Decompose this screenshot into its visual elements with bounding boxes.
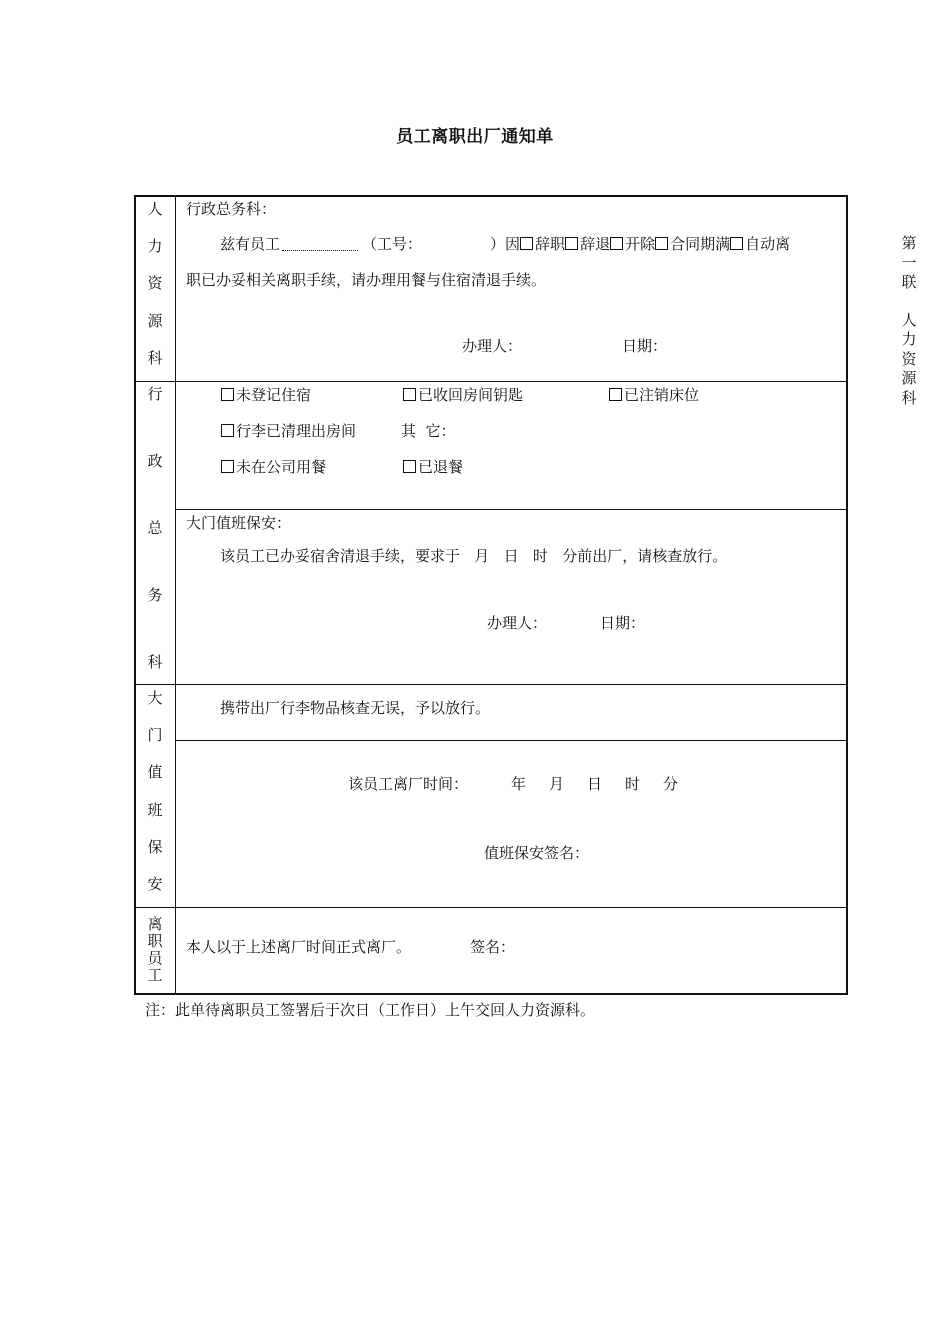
subrow-divider-admin [176,509,847,510]
hr-handler-label: 办理人： [462,337,523,355]
guard-signature-label: 值班保安签名： [484,844,590,862]
check-no-meals [221,460,326,475]
checkbox[interactable] [609,388,622,401]
check-label: 已注销床位 [624,386,700,404]
checkbox[interactable] [403,460,416,473]
side-char: 科 [901,388,917,407]
check-label: 未登记住宿 [236,386,312,404]
label-char: 工 [147,966,163,984]
time-unit-month: 月 [549,775,565,793]
job-number-label: （工号： [362,235,423,253]
label-char: 科 [147,349,163,367]
other-label: 其 它： [401,422,456,440]
reason-checkbox[interactable] [655,237,668,250]
footnote: 注：此单待离职员工签署后于次日（工作日）上午交回人力资源科。 [145,1001,596,1019]
hr-notice-line1 [220,237,790,252]
reason-label: 开除 [625,235,656,253]
time-unit-year: 年 [511,775,527,793]
employee-name-field[interactable] [282,238,358,251]
check-luggage-cleared [221,424,356,439]
row-divider-hr [135,381,847,382]
reason-checkbox[interactable] [610,237,623,250]
check-meals-cancelled [403,460,463,475]
reason-label: 自动离 [745,235,791,253]
label-char: 职 [147,932,163,950]
label-char: 值 [147,763,163,781]
checkbox[interactable] [221,424,234,437]
row-divider-guard [135,907,847,908]
label-char: 人 [147,200,163,218]
label-char: 务 [147,586,163,604]
label-char: 政 [147,452,163,470]
label-char: 大 [147,689,163,707]
employee-statement: 本人以于上述离厂时间正式离厂。 [186,938,412,956]
side-char: 资 [901,349,917,368]
label-char: 源 [147,312,163,330]
hr-notice-line2: 职已办妥相关离职手续，请办理用餐与住宿清退手续。 [186,271,547,289]
label-char: 资 [147,274,163,292]
reason-label: 辞退 [580,235,611,253]
row-divider-admin [135,684,847,685]
side-char: 第 [901,234,917,252]
check-label: 已退餐 [418,458,464,476]
label-char: 行 [147,385,163,403]
side-char: 一 [901,253,917,272]
admin-addressee: 大门值班保安： [186,514,292,532]
check-label: 行李已清理出房间 [236,422,357,440]
label-char: 力 [147,237,163,255]
reason-prefix: ）因 [490,235,521,253]
check-key-returned [403,388,523,403]
side-char [896,293,922,311]
column-divider [175,196,176,994]
checkbox[interactable] [221,460,234,473]
hr-addressee: 行政总务科： [186,200,277,218]
reason-checkbox[interactable] [520,237,533,250]
label-char: 员 [147,949,163,967]
admin-notice: 该员工已办妥宿舍清退手续，要求于 月 日 时 分前出厂，请核查放行。 [220,547,728,565]
label-char: 门 [147,726,163,744]
label-char: 科 [147,653,163,671]
employee-prefix: 兹有员工 [220,235,281,253]
exit-time-label: 该员工离厂时间： [348,775,469,793]
label-char: 保 [147,838,163,856]
subrow-divider-guard [176,740,847,741]
side-char: 源 [901,369,917,387]
admin-handler-label: 办理人： [487,614,548,632]
side-char: 联 [901,273,917,291]
check-label: 未在公司用餐 [236,458,327,476]
side-char: 力 [901,330,917,348]
reason-label: 辞职 [535,235,566,253]
time-unit-hour: 时 [625,775,641,793]
form-table [134,195,848,995]
check-label: 已收回房间钥匙 [418,386,524,404]
time-unit-day: 日 [587,775,603,793]
label-char: 总 [147,519,163,537]
guard-check-text: 携带出厂行李物品核查无误，予以放行。 [220,699,491,717]
reason-checkbox[interactable] [565,237,578,250]
reason-label: 合同期满 [670,235,731,253]
side-char: 人 [901,310,917,329]
label-char: 离 [147,915,163,933]
label-char: 班 [147,801,163,819]
label-char: 安 [147,875,163,893]
hr-date-label: 日期： [622,337,668,355]
reason-checkbox[interactable] [730,237,743,250]
employee-signature-label: 签名： [470,938,516,956]
check-bed-cancelled [609,388,699,403]
admin-date-label: 日期： [600,614,646,632]
copy-side-label [896,234,922,408]
checkbox[interactable] [403,388,416,401]
checkbox[interactable] [221,388,234,401]
form-title: 员工离职出厂通知单 [396,127,554,147]
check-not-registered [221,388,311,403]
time-unit-minute: 分 [663,775,679,793]
